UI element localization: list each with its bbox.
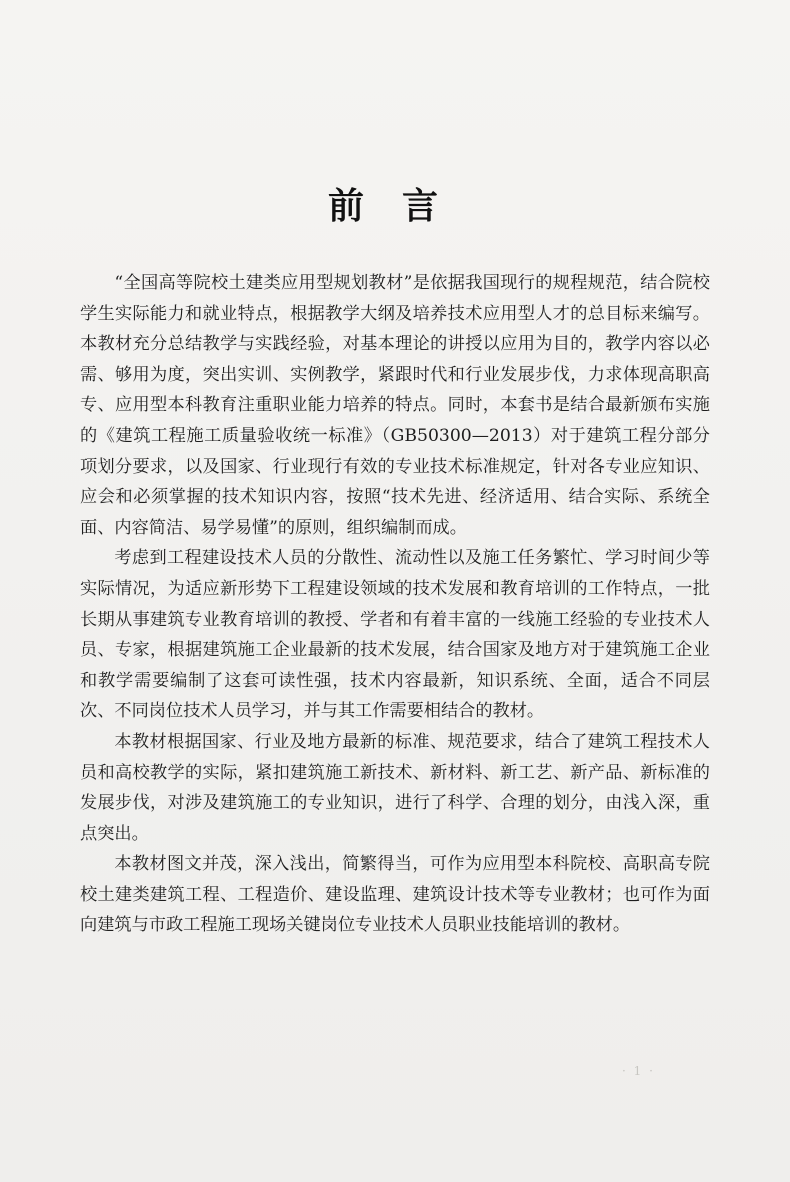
page-number: · 1 · (622, 1064, 655, 1078)
page-title: 前言 (327, 186, 476, 227)
preface-body (80, 268, 710, 941)
paragraph-3: 本教材根据国家、行业及地方最新的标准、规范要求，结合了建筑工程技术人员和高校教学的实际，紧扣建筑施工新技术、新材料、新工艺、新产品、新标准的发展步伐，对涉及建筑施工的专业知识，进行了科学、合理的划分，由浅入深，重点突出。 (80, 731, 710, 844)
paragraph-4: 本教材图文并茂，深入浅出，简繁得当，可作为应用型本科院校、高职高专院校土建类建筑工程、工程造价、建设监理、建筑设计技术等专业教材；也可作为面向建筑与市政工程施工现场关键岗位专业技术人员职业技能培训的教材。 (80, 854, 710, 936)
paragraph-2: 考虑到工程建设技术人员的分散性、流动性以及施工任务繁忙、学习时间少等实际情况，为适应新形势下工程建设领域的技术发展和教育培训的工作特点，一批长期从事建筑专业教育培训的教授、学者和有着丰富的一线施工经验的专业技术人员、专家，根据建筑施工企业最新的技术发展，结合国家及地方对于建筑施工企业和教学需要编制了这套可读性强，技术内容最新，知识系统、全面，适合不同层次、不同岗位技术人员学习，并与其工作需要相结合的教材。 (80, 548, 710, 722)
paragraph-1: “全国高等院校土建类应用型规划教材”是依据我国现行的规程规范，结合院校学生实际能力和就业特点，根据教学大纲及培养技术应用型人才的总目标来编写。本教材充分总结教学与实践经验，对基本理论的讲授以应用为目的，教学内容以必需、够用为度，突出实训、实例教学，紧跟时代和行业发展步伐，力求体现高职高专、应用型本科教育注重职业能力培养的特点。同时，本套书是结合最新颁布实施的《建筑工程施工质量验收统一标准》（GB50300—2013）对于建筑工程分部分项划分要求，以及国家、行业现行有效的专业技术标准规定，针对各专业应知识、应会和必须掌握的技术知识内容，按照“技术先进、经济适用、结合实际、系统全面、内容简洁、易学易懂”的原则，组织编制而成。 (80, 273, 710, 538)
